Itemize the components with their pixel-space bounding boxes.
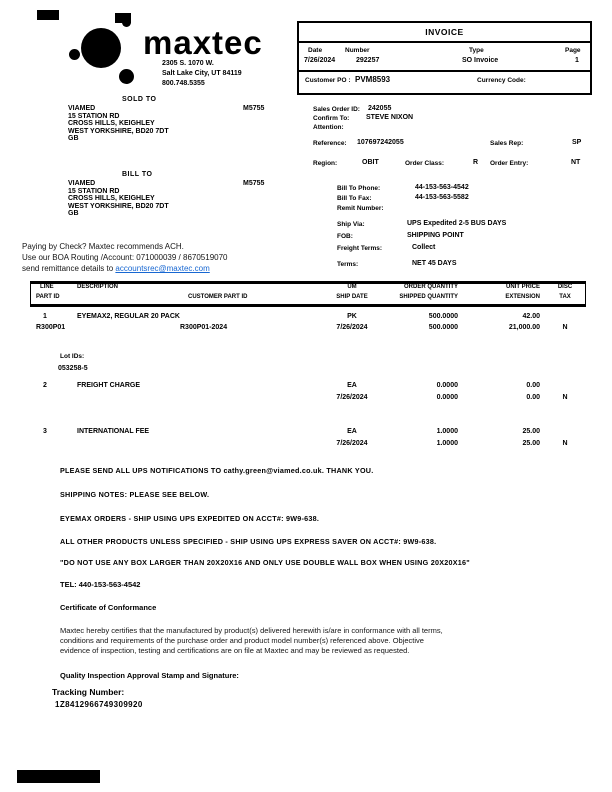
line-ship-date: 7/26/2024: [336, 324, 368, 331]
remittance-text: send remittance details to: [22, 264, 116, 273]
bill-to-name: VIAMED: [68, 180, 96, 187]
invoice-header-box: [297, 21, 592, 95]
line-description: EYEMAX2, REGULAR 20 PACK: [77, 313, 180, 320]
line-order-qty: 1.0000: [436, 428, 458, 435]
col-header-order-qty: ORDER QUANTITY: [404, 284, 458, 290]
company-address-line: 2305 S. 1070 W.: [162, 60, 214, 67]
bill-to-address-line: 15 STATION RD: [68, 188, 120, 195]
sold-to-label: SOLD TO: [122, 96, 157, 103]
bill-to-phone-value: 44-153-563-4542: [415, 184, 469, 191]
col-header-shipped-qty: SHIPPED QUANTITY: [399, 294, 458, 300]
sales-rep-value: SP: [572, 139, 582, 146]
line-extension: 25.00: [522, 440, 540, 447]
bill-to-address-line: WEST YORKSHIRE, BD20 7DT: [68, 203, 169, 210]
shipping-note-line: ALL OTHER PRODUCTS UNLESS SPECIFIED - SHIP USING UPS EXPRESS SAVER ON ACCT#: 9W9-638.: [60, 537, 437, 546]
quality-inspection-line: Quality Inspection Approval Stamp and Signature:: [60, 671, 239, 680]
invoice-title-row: [299, 23, 590, 43]
customer-po-value: PVM8593: [355, 75, 391, 84]
line-unit-price: 42.00: [522, 313, 540, 320]
certificate-body-line: evidence of inspection, testing and certifications are on file at Maxtec and may be reviewed as requested.: [60, 646, 410, 655]
region-label: Region:: [313, 160, 338, 167]
line-tax: N: [562, 394, 568, 401]
bill-to-address-line: CROSS HILLS, KEIGHLEY: [68, 195, 155, 202]
shipping-note-line: PLEASE SEND ALL UPS NOTIFICATIONS TO cathy.green@viamed.co.uk. THANK YOU.: [60, 466, 374, 475]
lot-id-value: 053258-5: [58, 365, 88, 372]
redaction-mark: [37, 10, 59, 20]
col-header-unit-price: UNIT PRICE: [505, 284, 540, 290]
sales-order-id-label: Sales Order ID:: [313, 106, 360, 113]
col-header-customer-part-id: CUSTOMER PART ID: [188, 294, 248, 300]
sold-to-address-line: GB: [68, 135, 79, 142]
customer-po-label: Customer PO :: [305, 77, 351, 84]
ach-notice-line: [22, 264, 210, 273]
confirm-to-label: Confirm To:: [313, 115, 350, 122]
maxtec-logo-icon: [69, 49, 80, 60]
type-value: SO Invoice: [462, 57, 499, 64]
maxtec-logo-icon: [119, 69, 134, 84]
line-number: 3: [43, 428, 47, 435]
order-entry-value: NT: [571, 159, 581, 166]
line-part-id: R300P01: [36, 324, 66, 331]
ach-notice-line: Use our BOA Routing /Account: 071000039 / 8670519070: [22, 253, 228, 262]
line-extension: 21,000.00: [508, 324, 540, 331]
line-tax: N: [562, 324, 568, 331]
terms-value: NET 45 DAYS: [412, 260, 457, 267]
certificate-body-line: conditions and requirements of the purchase order and product model number(s) referenced above. Objective: [60, 636, 424, 645]
certificate-title: Certificate of Conformance: [60, 603, 157, 612]
date-label: Date: [308, 47, 323, 54]
bill-to-customer-id: M5755: [243, 180, 265, 187]
reference-label: Reference:: [313, 140, 347, 147]
line-shipped-qty: 1.0000: [436, 440, 458, 447]
lot-ids-label: Lot IDs:: [60, 353, 85, 360]
company-address-line: Salt Lake City, UT 84119: [162, 70, 242, 77]
line-order-qty: 500.0000: [428, 313, 458, 320]
sold-to-address-line: WEST YORKSHIRE, BD20 7DT: [68, 128, 169, 135]
line-extension: 0.00: [526, 394, 540, 401]
tel-line: TEL: 440-153-563-4542: [60, 580, 141, 589]
bill-to-phone-label: Bill To Phone:: [337, 185, 381, 192]
sold-to-name: VIAMED: [68, 105, 96, 112]
order-class-label: Order Class:: [405, 160, 445, 167]
page-value: 1: [575, 57, 579, 64]
freight-terms-value: Collect: [412, 244, 436, 251]
col-header-disc: DISC: [557, 284, 573, 290]
sales-rep-label: Sales Rep:: [490, 140, 524, 147]
col-header-tax: TAX: [559, 294, 571, 300]
bill-to-fax-value: 44-153-563-5582: [415, 194, 469, 201]
col-header-extension: EXTENSION: [505, 294, 540, 300]
sold-to-customer-id: M5755: [243, 105, 265, 112]
company-phone: 800.748.5355: [162, 80, 205, 87]
col-header-um: UM: [347, 284, 357, 290]
line-ship-date: 7/26/2024: [336, 440, 368, 447]
region-value: OBIT: [362, 159, 379, 166]
bill-to-fax-label: Bill To Fax:: [337, 195, 372, 202]
type-label: Type: [469, 47, 484, 54]
ship-via-value: UPS Expedited 2-5 BUS DAYS: [407, 220, 507, 227]
bill-to-address-line: GB: [68, 210, 79, 217]
remittance-email-link[interactable]: accountsrec@maxtec.com: [115, 264, 210, 273]
col-header-line: LINE: [40, 284, 54, 290]
line-shipped-qty: 500.0000: [428, 324, 458, 331]
date-value: 7/26/2024: [304, 57, 336, 64]
tracking-number-value: 1Z8412966749309920: [55, 700, 143, 709]
tracking-number-label: Tracking Number:: [52, 687, 125, 697]
shipping-note-line: SHIPPING NOTES: PLEASE SEE BELOW.: [60, 490, 210, 499]
maxtec-logo-icon: [81, 28, 121, 68]
order-entry-label: Order Entry:: [490, 160, 529, 167]
sold-to-address-line: 15 STATION RD: [68, 113, 120, 120]
barcode-redaction-bar: [17, 770, 100, 783]
ship-via-label: Ship Via:: [337, 221, 365, 228]
line-um: PK: [347, 313, 357, 320]
line-shipped-qty: 0.0000: [436, 394, 458, 401]
currency-code-label: Currency Code:: [477, 77, 526, 84]
line-description: INTERNATIONAL FEE: [77, 428, 150, 435]
reference-value: 107697242055: [357, 139, 404, 146]
sold-to-address-line: CROSS HILLS, KEIGHLEY: [68, 120, 155, 127]
attention-label: Attention:: [313, 124, 344, 131]
maxtec-logo-icon: [122, 18, 131, 27]
confirm-to-value: STEVE NIXON: [366, 114, 414, 121]
fob-value: SHIPPING POINT: [407, 232, 464, 239]
sales-order-id-value: 242055: [368, 105, 392, 112]
remit-number-label: Remit Number:: [337, 205, 384, 212]
line-description: FREIGHT CHARGE: [77, 382, 140, 389]
col-header-part-id: PART ID: [36, 294, 60, 300]
line-um: EA: [347, 382, 357, 389]
line-customer-part-id: R300P01-2024: [180, 324, 228, 331]
line-unit-price: 25.00: [522, 428, 540, 435]
line-number: 1: [43, 313, 47, 320]
shipping-note-line: "DO NOT USE ANY BOX LARGER THAN 20X20X16 AND ONLY USE DOUBLE WALL BOX WHEN USING 20X20X16": [60, 558, 470, 567]
fob-label: FOB:: [337, 233, 353, 240]
line-um: EA: [347, 428, 357, 435]
page-label: Page: [565, 47, 581, 54]
line-tax: N: [562, 440, 568, 447]
certificate-body-line: Maxtec hereby certifies that the manufactured by product(s) delivered herewith is/are in conformance with all terms,: [60, 626, 443, 635]
terms-label: Terms:: [337, 261, 359, 268]
col-header-description: DESCRIPTION: [77, 284, 119, 290]
number-label: Number: [345, 47, 370, 54]
invoice-po-row: [299, 72, 590, 89]
bill-to-label: BILL TO: [122, 171, 153, 178]
shipping-note-line: EYEMAX ORDERS - SHIP USING UPS EXPEDITED ON ACCT#: 9W9-638.: [60, 514, 320, 523]
freight-terms-label: Freight Terms:: [337, 245, 383, 252]
line-number: 2: [43, 382, 47, 389]
order-class-value: R: [473, 159, 479, 166]
line-order-qty: 0.0000: [436, 382, 458, 389]
line-unit-price: 0.00: [526, 382, 540, 389]
logo-wordmark: maxtec: [143, 24, 263, 61]
ach-notice-line: Paying by Check? Maxtec recommends ACH.: [22, 242, 184, 251]
line-ship-date: 7/26/2024: [336, 394, 368, 401]
invoice-meta-row: [299, 43, 590, 72]
col-header-ship-date: SHIP DATE: [336, 294, 368, 300]
invoice-title: INVOICE: [425, 27, 464, 37]
number-value: 292257: [356, 57, 380, 64]
